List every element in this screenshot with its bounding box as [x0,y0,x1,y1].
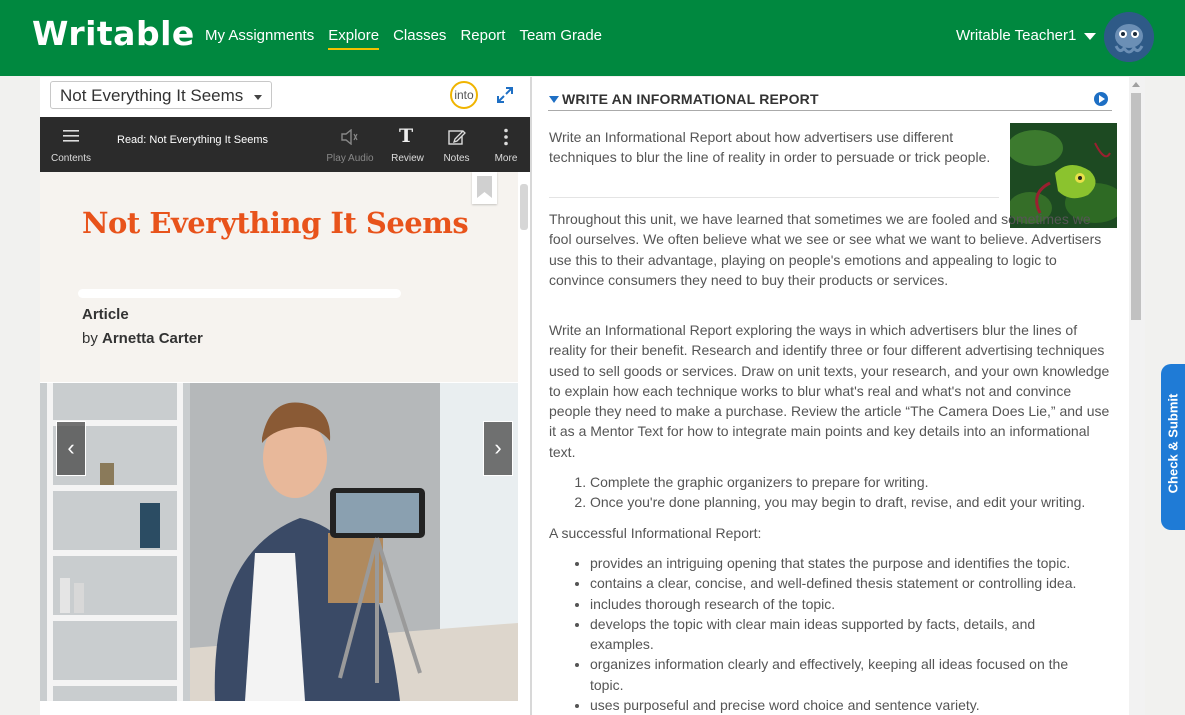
list-item: • organizes information clearly and effectively, keeping all ideas focused on the topic. [590,654,1095,695]
nav-report[interactable]: Report [460,27,506,44]
assignment-pane [532,77,1129,715]
user-name: Writable Teacher1 [956,27,1077,44]
article-header [40,172,518,382]
list-item: 1. Complete the graphic organizers to prepare for writing. [590,472,1110,492]
list-item: • develops the topic with clear main ideas supported by facts, details, and examples. [590,614,1095,655]
assignment-heading: WRITE AN INFORMATIONAL REPORT [562,91,819,107]
nav-classes[interactable]: Classes [393,27,447,44]
list-item: • provides an intriguing opening that states the purpose and identifies the topic. [590,553,1095,573]
review-label: Review [391,153,424,164]
check-and-submit-label: Check & Submit [1165,393,1181,494]
success-intro: A successful Informational Report: [549,525,762,541]
user-menu[interactable] [956,27,1096,44]
text-t-icon: T [399,125,414,147]
notes-label: Notes [443,153,470,164]
main-nav [205,27,616,50]
prev-image-button[interactable]: ‹ [56,421,86,476]
play-audio-label: Play Audio [326,153,374,164]
check-and-submit-tab[interactable] [1161,364,1185,530]
caret-down-icon [549,96,559,103]
expand-icon[interactable] [495,85,515,105]
bookmark-icon[interactable] [472,172,497,204]
text-select-dropdown[interactable] [50,81,272,109]
assignment-intro: Write an Informational Report about how advertisers use different techniques to blur the line of reality in order to persuade or trick people. [549,129,991,166]
section-divider [549,197,999,198]
avatar[interactable] [1104,12,1154,62]
notes-button[interactable] [440,117,473,172]
list-item: • contains a clear, concise, and well-defined thesis statement or controlling idea. [590,573,1095,593]
reader-toolbar [40,117,530,172]
menu-icon [63,129,79,143]
divider-bar [78,289,401,298]
more-button[interactable] [490,117,522,172]
contents-button[interactable] [50,117,92,172]
review-button[interactable] [390,117,425,172]
steps-list [590,472,1110,513]
article-byline [82,330,203,347]
text-select-value: Not Everything It Seems [60,86,244,105]
nav-explore[interactable]: Explore [328,27,379,50]
notes-pencil-icon [448,128,466,146]
more-vertical-icon [503,128,509,146]
nav-my-assignments[interactable]: My Assignments [205,27,315,44]
speaker-icon [341,129,359,145]
chevron-down-icon [1084,33,1096,40]
top-nav-bar [0,0,1185,76]
into-badge[interactable]: into [450,81,478,109]
list-item: 2. Once you're done planning, you may begin to draft, revise, and edit your writing. [590,492,1110,512]
play-icon[interactable] [1094,92,1108,106]
article-author: Arnetta Carter [102,330,203,347]
article-title: Not Everything It Seems [82,206,469,240]
chevron-down-icon [254,95,262,100]
article-type: Article [82,306,129,323]
list-item: • uses purposeful and precise word choice and sentence variety. [590,695,1095,715]
assignment-header[interactable] [548,90,1112,111]
play-audio-button[interactable] [325,117,375,172]
contents-label: Contents [50,153,92,164]
more-label: More [494,153,518,164]
writable-logo[interactable]: Writable [32,14,195,53]
list-item: • includes thorough research of the topic. [590,594,1095,614]
assignment-paragraph-1 [549,209,1114,290]
article-image [40,383,518,701]
scroll-up-arrow-icon[interactable] [1132,82,1140,87]
assignment-paragraph-2: Write an Informational Report exploring the ways in which advertisers blur the lines of reality for their benefit. Research and identify three or four different advertising techniques used to sell goods or services. Draw on unit texts, your research, and your own knowledge to explain how each technique works to blur what's real and what's not and convince people they need to make a purchase. Review the article “The Camera Does Lie,” and use it as a Mentor Text for how to integrate main points and key details into an informational text. [549,322,1110,460]
paragraph-1-text: Throughout this unit, we have learned that sometimes we are fooled and sometimes we fool ourselves. We often believe what we see or see what we want to believe. Advertisers use this to their advantage, playing on people's emotions and appealing to logic to convince consumers they need to buy their products or services. [549,211,1102,288]
criteria-list [590,553,1095,715]
next-image-button[interactable]: › [483,421,513,476]
reader-pane [40,77,530,715]
assignment-scrollbar-thumb[interactable] [1131,93,1141,320]
nav-team-grade[interactable]: Team Grade [519,27,603,44]
byline-prefix: by [82,330,98,347]
reader-scrollbar[interactable] [520,184,528,230]
read-label: Read: Not Everything It Seems [117,134,269,146]
